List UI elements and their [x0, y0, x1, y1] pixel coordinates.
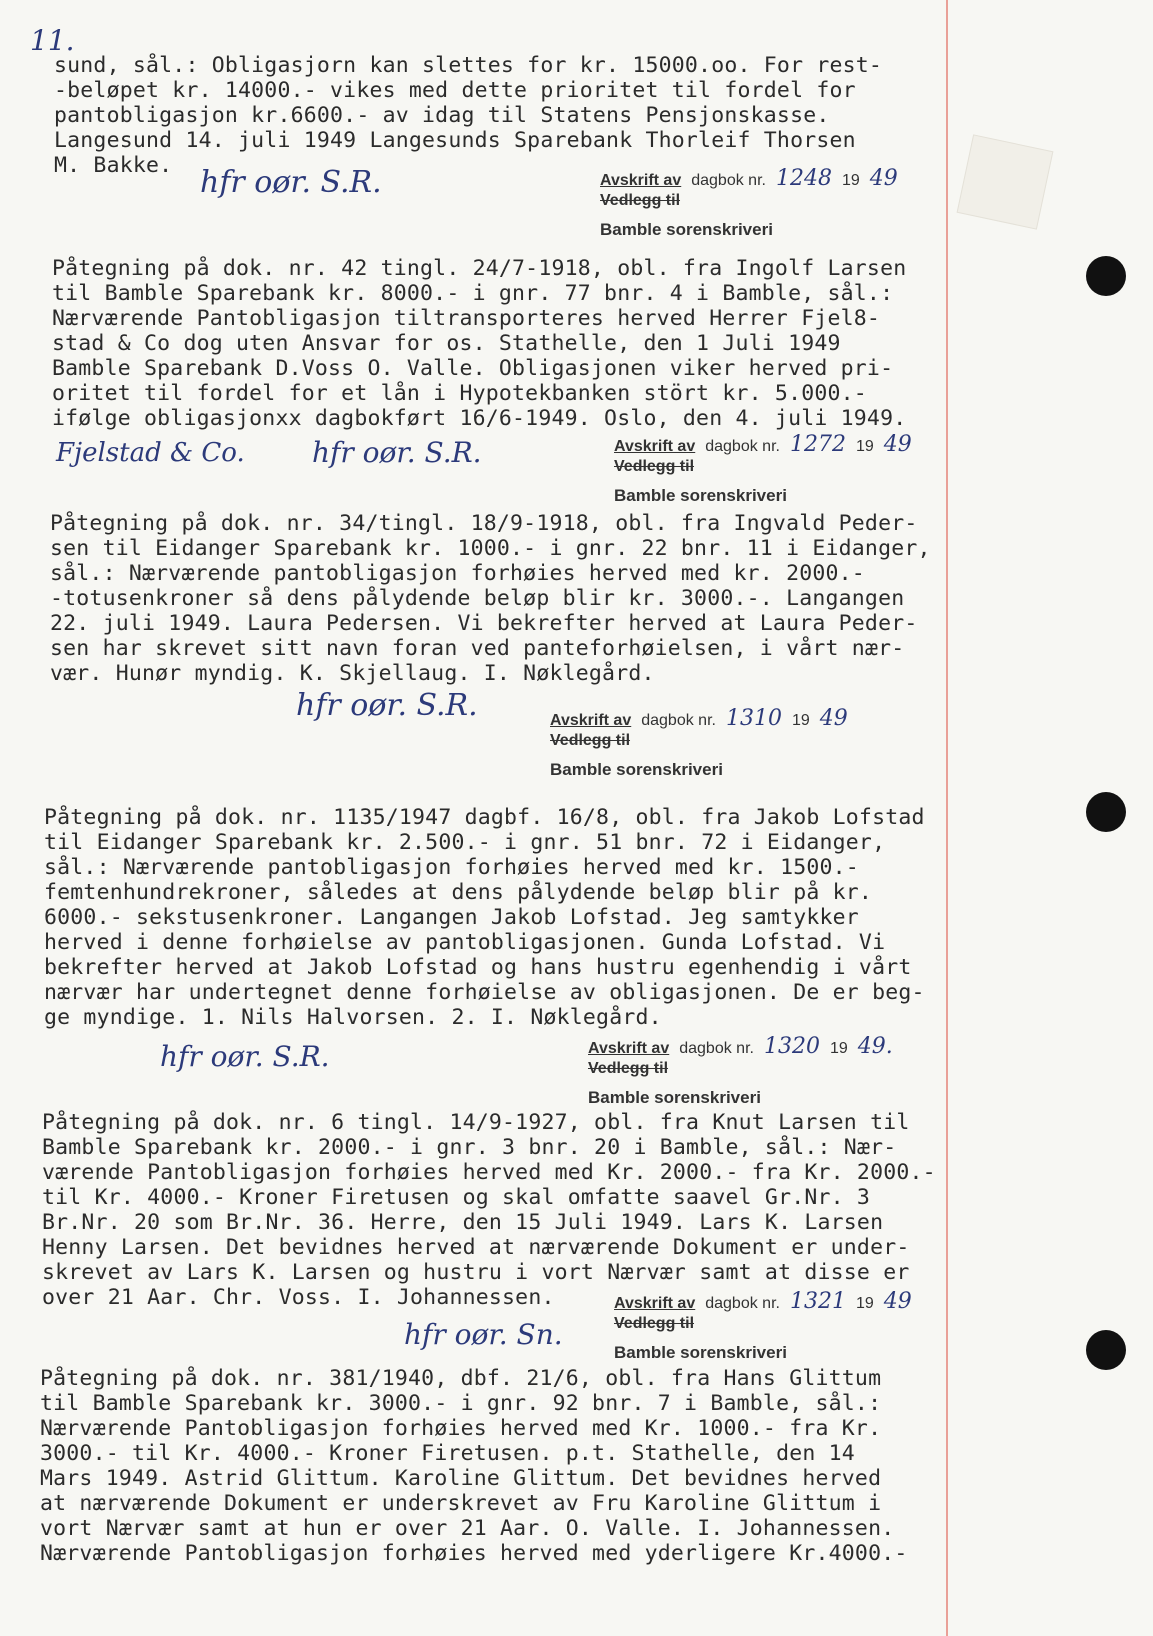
handwritten-initials: hfr oør. Sn. [404, 1318, 563, 1351]
entry-2 [52, 256, 906, 431]
stamp-office: Bamble sorenskriveri [588, 1088, 761, 1107]
entry-line: at nærværende Dokument er underskrevet av Fru Karoline Glittum i [40, 1491, 882, 1516]
stamp-year: 49 [883, 1289, 912, 1314]
handwritten-initials: hfr oør. S.R. [296, 688, 478, 723]
handwritten-initials: hfr oør. S.R. [200, 165, 382, 200]
stamp-vedlegg: Vedlegg til [614, 458, 695, 475]
entry-1 [54, 53, 882, 178]
punch-hole-top [1086, 256, 1126, 296]
entry-line: Nærværende Pantobligasjon forhøies herved med yderligere Kr.4000.- [40, 1541, 908, 1566]
registry-stamp [600, 166, 898, 240]
entry-line: M. Bakke. [54, 153, 173, 178]
registry-stamp [614, 1289, 912, 1363]
entry-line: til Bamble Sparebank kr. 3000.- i gnr. 92 bnr. 7 i Bamble, sål.: [40, 1391, 882, 1416]
registry-stamp [550, 706, 848, 780]
entry-line: Mars 1949. Astrid Glittum. Karoline Glittum. Det bevidnes herved [40, 1466, 882, 1491]
stamp-year: 49 [869, 166, 898, 191]
stamp-year-prefix: 19 [855, 438, 874, 455]
stamp-number: 1321 [789, 1289, 846, 1314]
entry-line: -totusenkroner så dens pålydende beløp blir kr. 3000.-. Langangen [50, 586, 905, 611]
entry-line: pantobligasjon kr.6600.- av idag til Statens Pensjonskasse. [54, 103, 830, 128]
stamp-year-prefix: 19 [855, 1295, 874, 1312]
stamp-vedlegg: Vedlegg til [550, 732, 631, 749]
stamp-year: 49. [857, 1034, 893, 1059]
entry-line: Påtegning på dok. nr. 6 tingl. 14/9-1927, obl. fra Knut Larsen til [42, 1110, 910, 1135]
stamp-office: Bamble sorenskriveri [614, 486, 787, 505]
entry-line: værende Pantobligasjon forhøies herved med Kr. 2000.- fra Kr. 2000.- [42, 1160, 936, 1185]
stamp-year: 49 [883, 432, 912, 457]
stamp-vedlegg: Vedlegg til [600, 192, 681, 209]
entry-line: stad & Co dog uten Ansvar for os. Stathelle, den 1 Juli 1949 [52, 331, 841, 356]
entry-line: sen har skrevet sitt navn foran ved panteforhøielsen, i vårt nær- [50, 636, 905, 661]
handwritten-initials: hfr oør. S.R. [312, 436, 482, 469]
page-number: 11. [30, 24, 75, 57]
red-margin-line [946, 0, 948, 1636]
stamp-avskrift: Avskrift av [550, 712, 632, 729]
stamp-vedlegg: Vedlegg til [614, 1315, 695, 1332]
entry-line: sen til Eidanger Sparebank kr. 1000.- i gnr. 22 bnr. 11 i Eidanger, [50, 536, 931, 561]
entry-line: ge myndige. 1. Nils Halvorsen. 2. I. Nøklegård. [44, 1005, 662, 1030]
entry-4 [44, 805, 925, 1030]
tape-patch [957, 134, 1054, 229]
entry-line: Bamble Sparebank kr. 2000.- i gnr. 3 bnr. 20 i Bamble, sål.: Nær- [42, 1135, 897, 1160]
stamp-avskrift: Avskrift av [614, 438, 696, 455]
entry-line: Langesund 14. juli 1949 Langesunds Sparebank Thorleif Thorsen [54, 128, 856, 153]
entry-line: Påtegning på dok. nr. 381/1940, dbf. 21/6, obl. fra Hans Glittum [40, 1366, 882, 1391]
entry-line: 6000.- sekstusenkroner. Langangen Jakob Lofstad. Jeg samtykker [44, 905, 859, 930]
stamp-label: dagbok nr. [679, 1040, 754, 1057]
entry-line: sål.: Nærværende pantobligasjon forhøies herved med kr. 2000.- [50, 561, 865, 586]
entry-line: til Eidanger Sparebank kr. 2.500.- i gnr. 51 bnr. 72 i Eidanger, [44, 830, 886, 855]
entry-line: nærvær har undertegnet denne forhøielse av obligasjonen. De er beg- [44, 980, 925, 1005]
entry-6 [40, 1366, 908, 1566]
entry-5 [42, 1110, 936, 1310]
entry-line: Påtegning på dok. nr. 34/tingl. 18/9-1918, obl. fra Ingvald Peder- [50, 511, 918, 536]
stamp-number: 1272 [789, 432, 846, 457]
stamp-avskrift: Avskrift av [600, 172, 682, 189]
entry-line: Nærværende Pantobligasjon forhøies herved med Kr. 1000.- fra Kr. [40, 1416, 882, 1441]
entry-line: skrevet av Lars K. Larsen og hustru i vort Nærvær samt at disse er [42, 1260, 910, 1285]
stamp-office: Bamble sorenskriveri [600, 220, 773, 239]
stamp-number: 1310 [725, 706, 782, 731]
stamp-vedlegg: Vedlegg til [588, 1060, 669, 1077]
entry-line: 22. juli 1949. Laura Pedersen. Vi bekrefter herved at Laura Peder- [50, 611, 918, 636]
handwritten-initials: hfr oør. S.R. [160, 1040, 330, 1073]
stamp-avskrift: Avskrift av [614, 1295, 696, 1312]
stamp-year-prefix: 19 [791, 712, 810, 729]
punch-hole-bottom [1086, 1330, 1126, 1370]
entry-line: sål.: Nærværende pantobligasjon forhøies herved med kr. 1500.- [44, 855, 859, 880]
entry-line: Bamble Sparebank D.Voss O. Valle. Obligasjonen viker herved pri- [52, 356, 894, 381]
entry-line: over 21 Aar. Chr. Voss. I. Johannessen. [42, 1285, 555, 1310]
entry-line: oritet til fordel for et lån i Hypotekbanken stört kr. 5.000.- [52, 381, 867, 406]
entry-line: Påtegning på dok. nr. 42 tingl. 24/7-1918, obl. fra Ingolf Larsen [52, 256, 907, 281]
entry-line: -beløpet kr. 14000.- vikes med dette prioritet til fordel for [54, 78, 856, 103]
entry-line: 3000.- til Kr. 4000.- Kroner Firetusen. p.t. Stathelle, den 14 [40, 1441, 855, 1466]
entry-line: vort Nærvær samt at hun er over 21 Aar. O. Valle. I. Johannessen. [40, 1516, 895, 1541]
stamp-label: dagbok nr. [705, 438, 780, 455]
entry-line: ifølge obligasjonxx dagbokført 16/6-1949. Oslo, den 4. juli 1949. [52, 406, 907, 431]
stamp-label: dagbok nr. [641, 712, 716, 729]
stamp-office: Bamble sorenskriveri [614, 1343, 787, 1362]
stamp-office: Bamble sorenskriveri [550, 760, 723, 779]
stamp-year-prefix: 19 [841, 172, 860, 189]
punch-hole-middle [1086, 792, 1126, 832]
entry-line: femtenhundrekroner, således at dens pålydende beløp blir på kr. [44, 880, 873, 905]
entry-3 [50, 511, 931, 686]
entry-line: Påtegning på dok. nr. 1135/1947 dagbf. 16/8, obl. fra Jakob Lofstad [44, 805, 925, 830]
entry-line: Nærværende Pantobligasjon tiltransporteres herved Herrer Fjel8- [52, 306, 881, 331]
entry-line: vær. Hunør myndig. K. Skjellaug. I. Nøklegård. [50, 661, 655, 686]
stamp-year-prefix: 19 [829, 1040, 848, 1057]
entry-line: bekrefter herved at Jakob Lofstad og hans hustru egenhendig i vårt [44, 955, 912, 980]
entry-line: sund, sål.: Obligasjorn kan slettes for kr. 15000.oo. For rest- [54, 53, 883, 78]
registry-stamp [614, 432, 912, 506]
entry-line: til Kr. 4000.- Kroner Firetusen og skal omfatte saavel Gr.Nr. 3 [42, 1185, 871, 1210]
registry-stamp [588, 1034, 893, 1108]
stamp-year: 49 [819, 706, 848, 731]
stamp-label: dagbok nr. [691, 172, 766, 189]
stamp-label: dagbok nr. [705, 1295, 780, 1312]
entry-line: Br.Nr. 20 som Br.Nr. 36. Herre, den 15 Juli 1949. Lars K. Larsen [42, 1210, 884, 1235]
entry-line: herved i denne forhøielse av pantobligasjonen. Gunda Lofstad. Vi [44, 930, 886, 955]
entry-line: Henny Larsen. Det bevidnes herved at nærværende Dokument er under- [42, 1235, 910, 1260]
stamp-avskrift: Avskrift av [588, 1040, 670, 1057]
stamp-number: 1320 [763, 1034, 820, 1059]
handwritten-name: Fjelstad & Co. [56, 438, 245, 468]
stamp-number: 1248 [775, 166, 832, 191]
entry-line: til Bamble Sparebank kr. 8000.- i gnr. 77 bnr. 4 i Bamble, sål.: [52, 281, 894, 306]
